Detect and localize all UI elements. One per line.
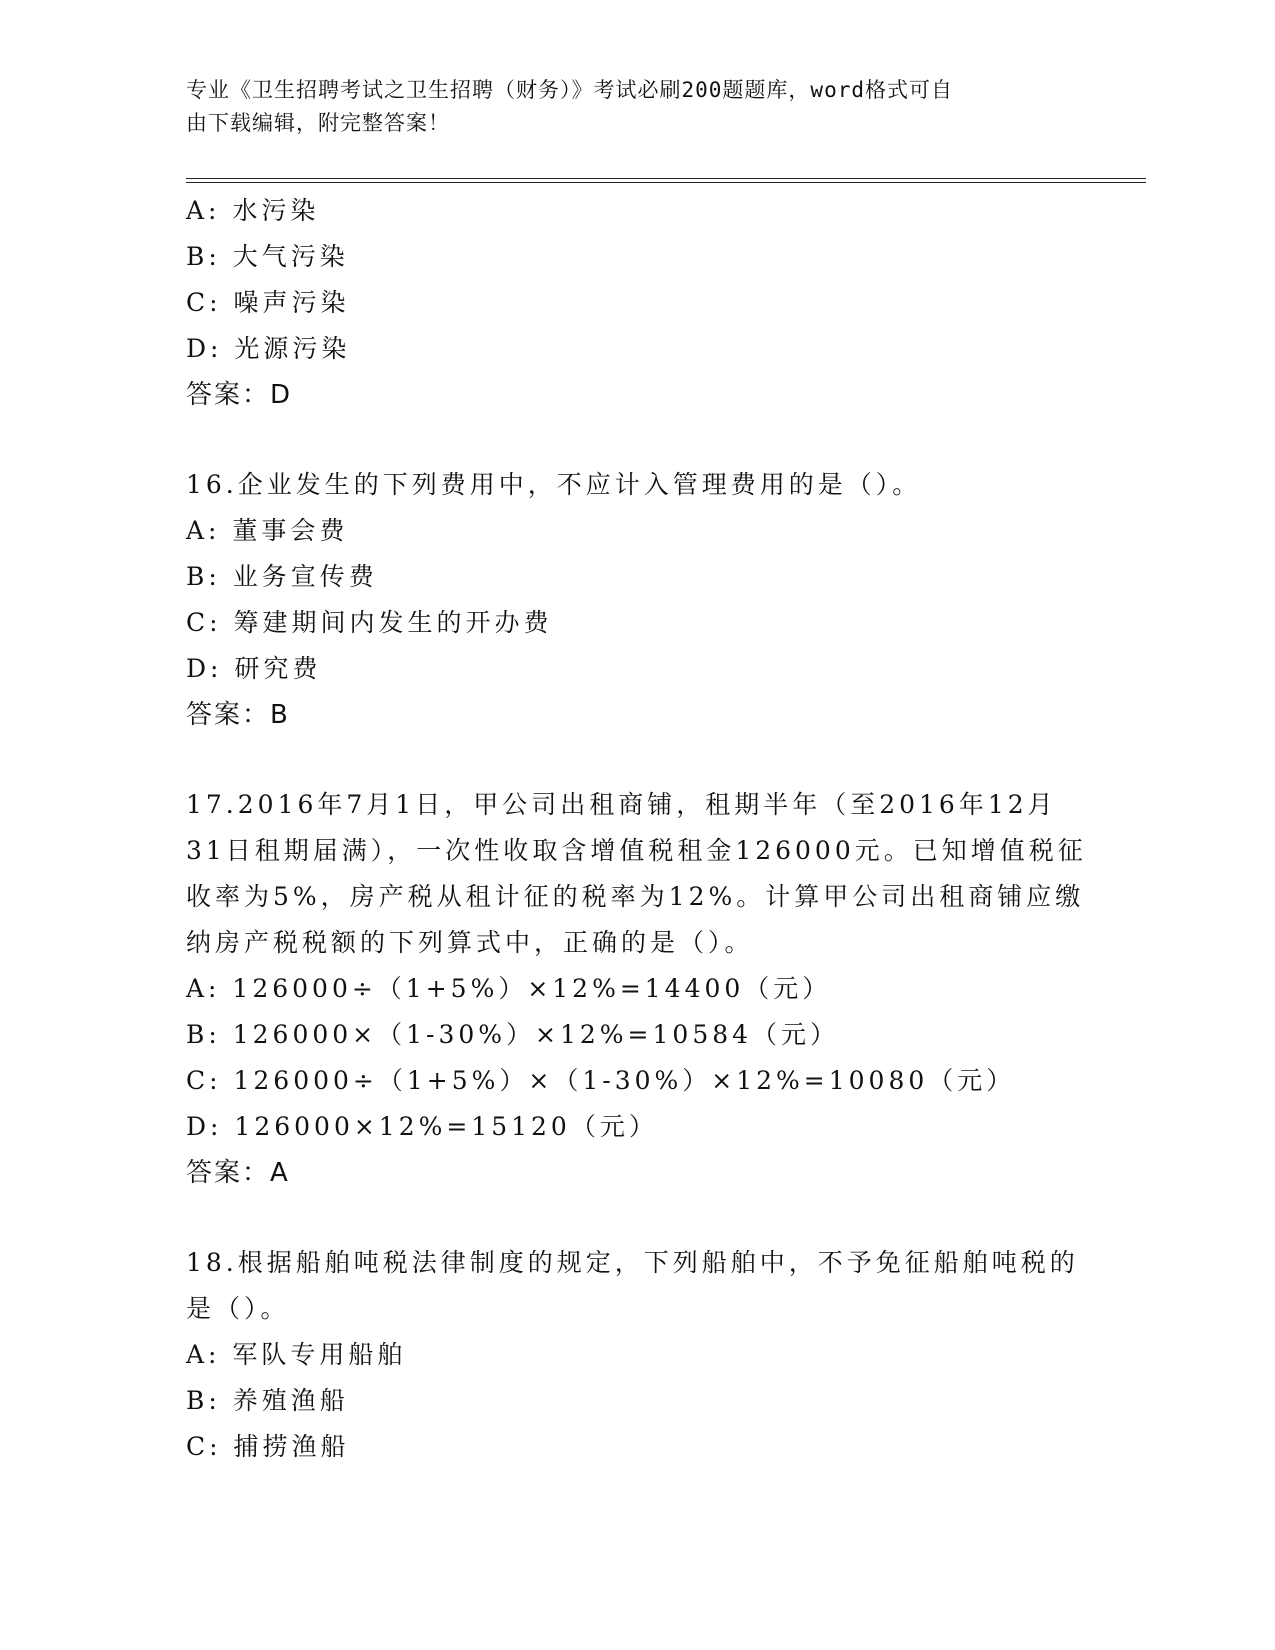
option-b: B: 业务宣传费 <box>186 562 378 591</box>
option-b: B: 养殖渔船 <box>186 1386 349 1415</box>
spacer <box>186 1196 1086 1240</box>
question-list <box>186 188 1086 1470</box>
option-b: B: 大气污染 <box>186 242 349 271</box>
option-c: C: 126000÷（1+5%）×（1-30%）×12%=10080（元） <box>186 1066 1016 1095</box>
question-text-line-1: 18.根据船舶吨税法律制度的规定，下列船舶中，不予免征船舶吨税的 <box>186 1248 1079 1277</box>
option-a: A: 水污染 <box>186 196 320 225</box>
question-18 <box>186 1240 1086 1470</box>
question-text-line-4: 纳房产税税额的下列算式中，正确的是（）。 <box>186 928 754 957</box>
option-d: D: 研究费 <box>186 654 322 683</box>
option-b: B: 126000×（1-30%）×12%=10584（元） <box>186 1020 840 1049</box>
answer-line: 答案：D <box>186 380 293 410</box>
question-16 <box>186 462 1086 738</box>
option-a: A: 126000÷（1+5%）×12%=14400（元） <box>186 974 832 1003</box>
option-c: C: 筹建期间内发生的开办费 <box>186 608 553 637</box>
option-a: A: 军队专用船舶 <box>186 1340 407 1369</box>
header-line-1: 专业《卫生招聘考试之卫生招聘（财务）》考试必刷200题题库，word格式可自 <box>186 78 953 102</box>
spacer <box>186 738 1086 782</box>
option-c: C: 捕捞渔船 <box>186 1432 350 1461</box>
option-a: A: 董事会费 <box>186 516 349 545</box>
answer-line: 答案：A <box>186 1158 290 1188</box>
spacer <box>186 418 1086 462</box>
question-text-line-1: 17.2016年7月1日，甲公司出租商铺，租期半年（至2016年12月 <box>186 790 1057 819</box>
option-c: C: 噪声污染 <box>186 288 350 317</box>
question-text-line-2: 是（）。 <box>186 1294 290 1323</box>
question-text-line-3: 收率为5%，房产税从租计征的税率为12%。计算甲公司出租商铺应缴 <box>186 882 1085 911</box>
option-d: D: 126000×12%=15120（元） <box>186 1112 658 1141</box>
document-header <box>186 74 1066 140</box>
header-divider <box>186 178 1146 183</box>
question-text: 16.企业发生的下列费用中，不应计入管理费用的是（）。 <box>186 470 922 499</box>
question-17 <box>186 782 1086 1196</box>
answer-line: 答案：B <box>186 700 290 730</box>
question-text-line-2: 31日租期届满），一次性收取含增值税租金126000元。已知增值税征 <box>186 836 1087 865</box>
header-line-2: 由下载编辑，附完整答案！ <box>186 111 450 135</box>
question-15-tail <box>186 188 1086 418</box>
option-d: D: 光源污染 <box>186 334 351 363</box>
